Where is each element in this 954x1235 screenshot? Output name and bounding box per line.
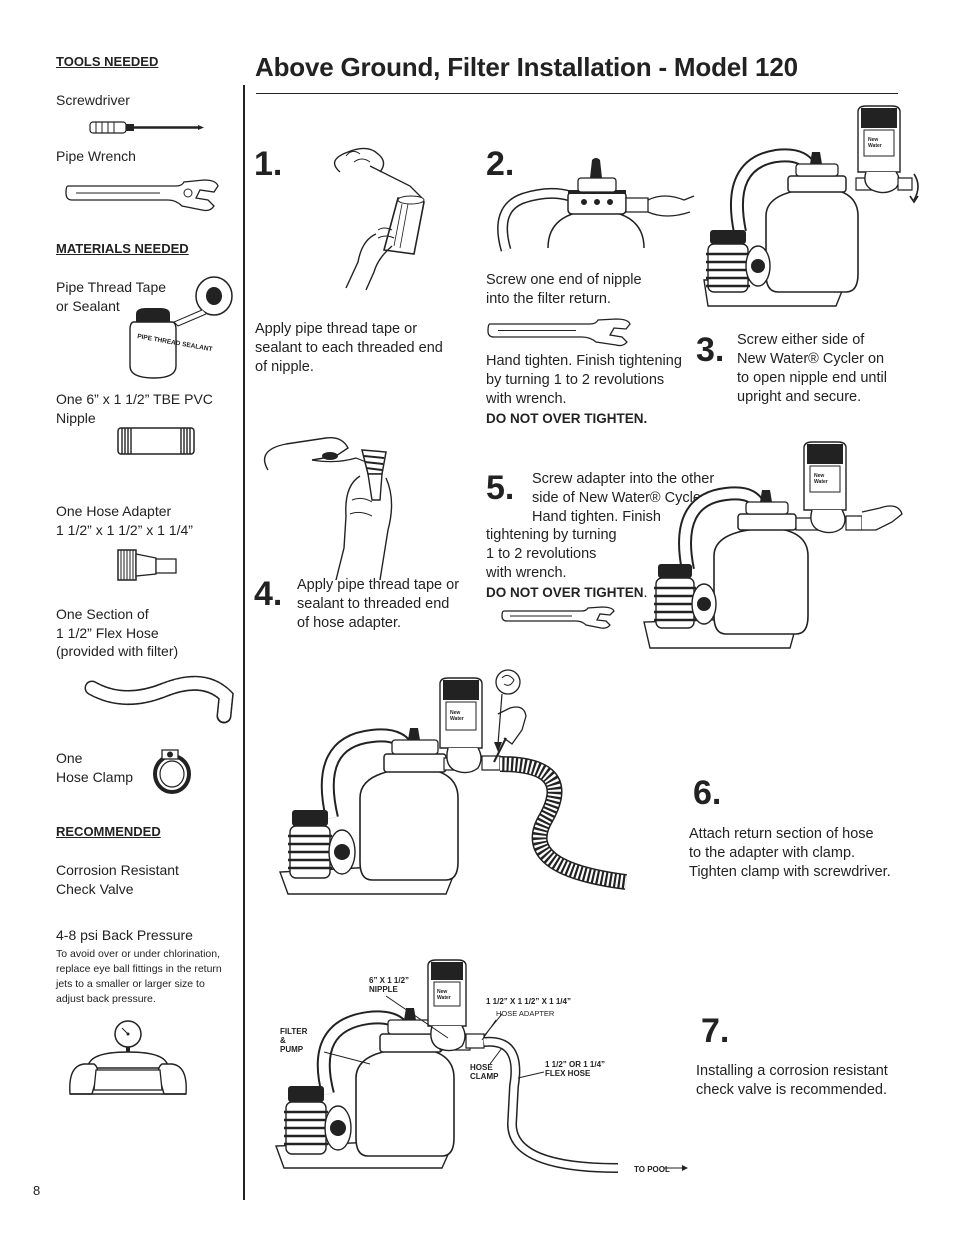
check-valve-label-line1: Corrosion Resistant: [56, 862, 179, 878]
step-4-text-line: Apply pipe thread tape or: [297, 577, 460, 593]
page-title: Above Ground, Filter Installation - Model 120: [255, 52, 798, 82]
step-2-filter-nipple-illustration: [494, 156, 694, 252]
to-pool-label: TO POOL: [634, 1165, 670, 1174]
back-pressure-heading: 4-8 psi Back Pressure: [56, 927, 193, 943]
flex-hose-label-line3: (provided with filter): [56, 643, 179, 659]
step-7-text-line: check valve is recommended.: [696, 1082, 887, 1098]
step-2-warning: DO NOT OVER TIGHTEN.: [486, 411, 648, 426]
nipple-label-line: NIPPLE: [369, 985, 398, 994]
sidebar-divider: [243, 85, 245, 1200]
cycler-brand-label: New: [437, 989, 448, 995]
step-1-text-line: of nipple.: [255, 359, 314, 375]
filter-pump-label: [280, 1027, 307, 1054]
back-pressure-note-line: replace eye ball fittings in the return: [56, 963, 222, 975]
hose-adapter-label-line2: 1 1/2” x 1 1/2” x 1 1/4”: [56, 521, 193, 538]
step-3-text-line: to open nipple end until: [737, 370, 887, 386]
pipe-wrench-icon: [64, 176, 224, 216]
tools-needed-heading: TOOLS NEEDED: [56, 54, 159, 69]
step-7-text-line: Installing a corrosion resistant: [696, 1063, 888, 1079]
page-number: 8: [33, 1183, 41, 1198]
check-valve-label-line2: Check Valve: [56, 880, 134, 897]
step-5-wrench-icon: [500, 606, 620, 630]
nipple-label: [369, 976, 409, 994]
step-5-warning-period: .: [643, 585, 648, 601]
step-5-text-line: side of New Water® Cycler.: [532, 490, 709, 506]
step-5-text-line: with wrench.: [486, 565, 567, 581]
cycler-brand-label: Water: [868, 143, 882, 149]
step-2-text-line: by turning 1 to 2 revolutions: [486, 372, 665, 388]
step-5-text-line: Hand tighten. Finish: [532, 509, 661, 525]
pvc-nipple-label: [56, 390, 213, 427]
hose-clamp-label-line2: Hose Clamp: [56, 768, 134, 785]
step-2-text-line: with wrench.: [486, 391, 567, 407]
step-4-tape-adapter-illustration: [256, 430, 396, 582]
step-5-text-line: 1 to 2 revolutions: [486, 546, 597, 562]
materials-needed-heading: MATERIALS NEEDED: [56, 241, 189, 256]
step-2-text-line: into the filter return.: [486, 291, 611, 307]
step-4-text-line: of hose adapter.: [297, 615, 401, 631]
step-1-tape-nipple-illustration: [318, 142, 430, 292]
step-6-text-line: Tighten clamp with screwdriver.: [689, 864, 891, 880]
step-3-text-line: Screw either side of: [737, 332, 865, 348]
hose-clamp-diagram-label: [470, 1063, 498, 1081]
hose-adapter-label: [56, 502, 193, 539]
recommended-heading: RECOMMENDED: [56, 824, 161, 839]
cycler-brand-label: New: [814, 473, 825, 479]
sealant-bottle-label: PIPE THREAD SEALANT: [136, 333, 213, 354]
step-6-text: [689, 825, 891, 882]
filter-pump-label-line: FILTER: [280, 1027, 308, 1036]
hose-clamp-diagram-label-line: HOSE: [470, 1063, 493, 1072]
flex-hose-diagram-label-line: 1 1/2” OR 1 1/4”: [545, 1060, 606, 1069]
step-2-number: 2.: [486, 145, 515, 183]
title-rule: [256, 93, 898, 94]
adapter-size-label: 1 1/2” X 1 1/2” X 1 1/4”: [486, 997, 571, 1006]
filter-pump-label-line: PUMP: [280, 1045, 304, 1054]
hose-clamp-icon: [152, 748, 194, 796]
pvc-nipple-label-line2: Nipple: [56, 409, 96, 426]
pressure-gauge-icon: [66, 1018, 192, 1096]
back-pressure-note: [56, 947, 222, 1007]
thread-tape-label-line1: Pipe Thread Tape: [56, 279, 167, 295]
step-7-number: 7.: [701, 1012, 730, 1050]
hose-clamp-label: [56, 749, 133, 786]
step-1-text-line: sealant to each threaded end: [255, 340, 443, 356]
check-valve-label: [56, 861, 179, 898]
step-2-text-line: Screw one end of nipple: [486, 272, 642, 288]
step-2-text-b: [486, 352, 682, 428]
screwdriver-icon: [88, 118, 208, 138]
step-2-text-a: [486, 271, 642, 309]
step-7-text: [696, 1062, 888, 1100]
step-4-number: 4.: [254, 575, 283, 613]
step-1-text: [255, 320, 443, 377]
step-3-number: 3.: [696, 331, 725, 369]
step-6-hose-clamp-illustration: [276, 668, 640, 904]
cycler-brand-label: New: [450, 710, 461, 716]
step-5-text-line: tightening by turning: [486, 527, 617, 543]
step-4-text: [297, 576, 459, 633]
pvc-nipple-icon: [116, 426, 198, 456]
step-6-text-line: to the adapter with clamp.: [689, 845, 856, 861]
flex-hose-label: [56, 605, 178, 661]
hose-adapter-icon: [116, 546, 180, 584]
step-3-text: [737, 331, 887, 407]
step-5-text-b: [486, 526, 648, 603]
step-3-text-line: New Water® Cycler on: [737, 351, 885, 367]
cycler-brand-label: Water: [814, 479, 828, 485]
step-1-text-line: Apply pipe thread tape or: [255, 321, 418, 337]
step-4-text-line: sealant to threaded end: [297, 596, 450, 612]
hose-clamp-label-line1: One: [56, 750, 83, 766]
flex-hose-label-line1: One Section of: [56, 606, 149, 622]
step-6-text-line: Attach return section of hose: [689, 826, 874, 842]
step-5-warning: DO NOT OVER TIGHTEN: [486, 585, 644, 600]
back-pressure-note-line: To avoid over or under chlorination,: [56, 948, 221, 960]
flex-hose-diagram-label-line: FLEX HOSE: [545, 1069, 591, 1078]
hose-clamp-diagram-label-line: CLAMP: [470, 1072, 499, 1081]
cycler-brand-label: Water: [437, 995, 451, 1001]
flex-hose-label-line2: 1 1/2” Flex Hose: [56, 624, 159, 641]
thread-tape-label-line2: or Sealant: [56, 297, 120, 314]
step-3-system-illustration: [696, 104, 922, 314]
step-1-number: 1.: [254, 145, 283, 183]
cycler-brand-label: Water: [450, 716, 464, 722]
pvc-nipple-label-line1: One 6” x 1 1/2” TBE PVC: [56, 391, 213, 407]
step-2-wrench-icon: [486, 318, 636, 348]
step-3-text-line: upright and secure.: [737, 389, 862, 405]
hose-adapter-label-line1: One Hose Adapter: [56, 503, 172, 519]
cycler-brand-label: New: [868, 137, 879, 143]
step-5-number: 5.: [486, 469, 515, 507]
screwdriver-label: Screwdriver: [56, 92, 130, 108]
filter-pump-label-line: &: [280, 1036, 286, 1045]
back-pressure-note-line: adjust back pressure.: [56, 993, 156, 1005]
flex-hose-diagram-label: [545, 1060, 605, 1078]
step-2-text-line: Hand tighten. Finish tightening: [486, 353, 682, 369]
back-pressure-note-line: jets to a smaller or larger size to: [56, 978, 205, 990]
pipe-wrench-label: Pipe Wrench: [56, 148, 136, 164]
step-6-number: 6.: [693, 774, 722, 812]
nipple-label-line: 6” X 1 1/2”: [369, 976, 410, 985]
thread-tape-sealant-icon: [124, 274, 236, 384]
flex-hose-icon: [84, 672, 240, 722]
step-5-text-line: Screw adapter into the other: [532, 471, 715, 487]
hose-adapter-label: HOSE ADAPTER: [496, 1009, 555, 1018]
step-5-system-illustration: [640, 438, 904, 652]
